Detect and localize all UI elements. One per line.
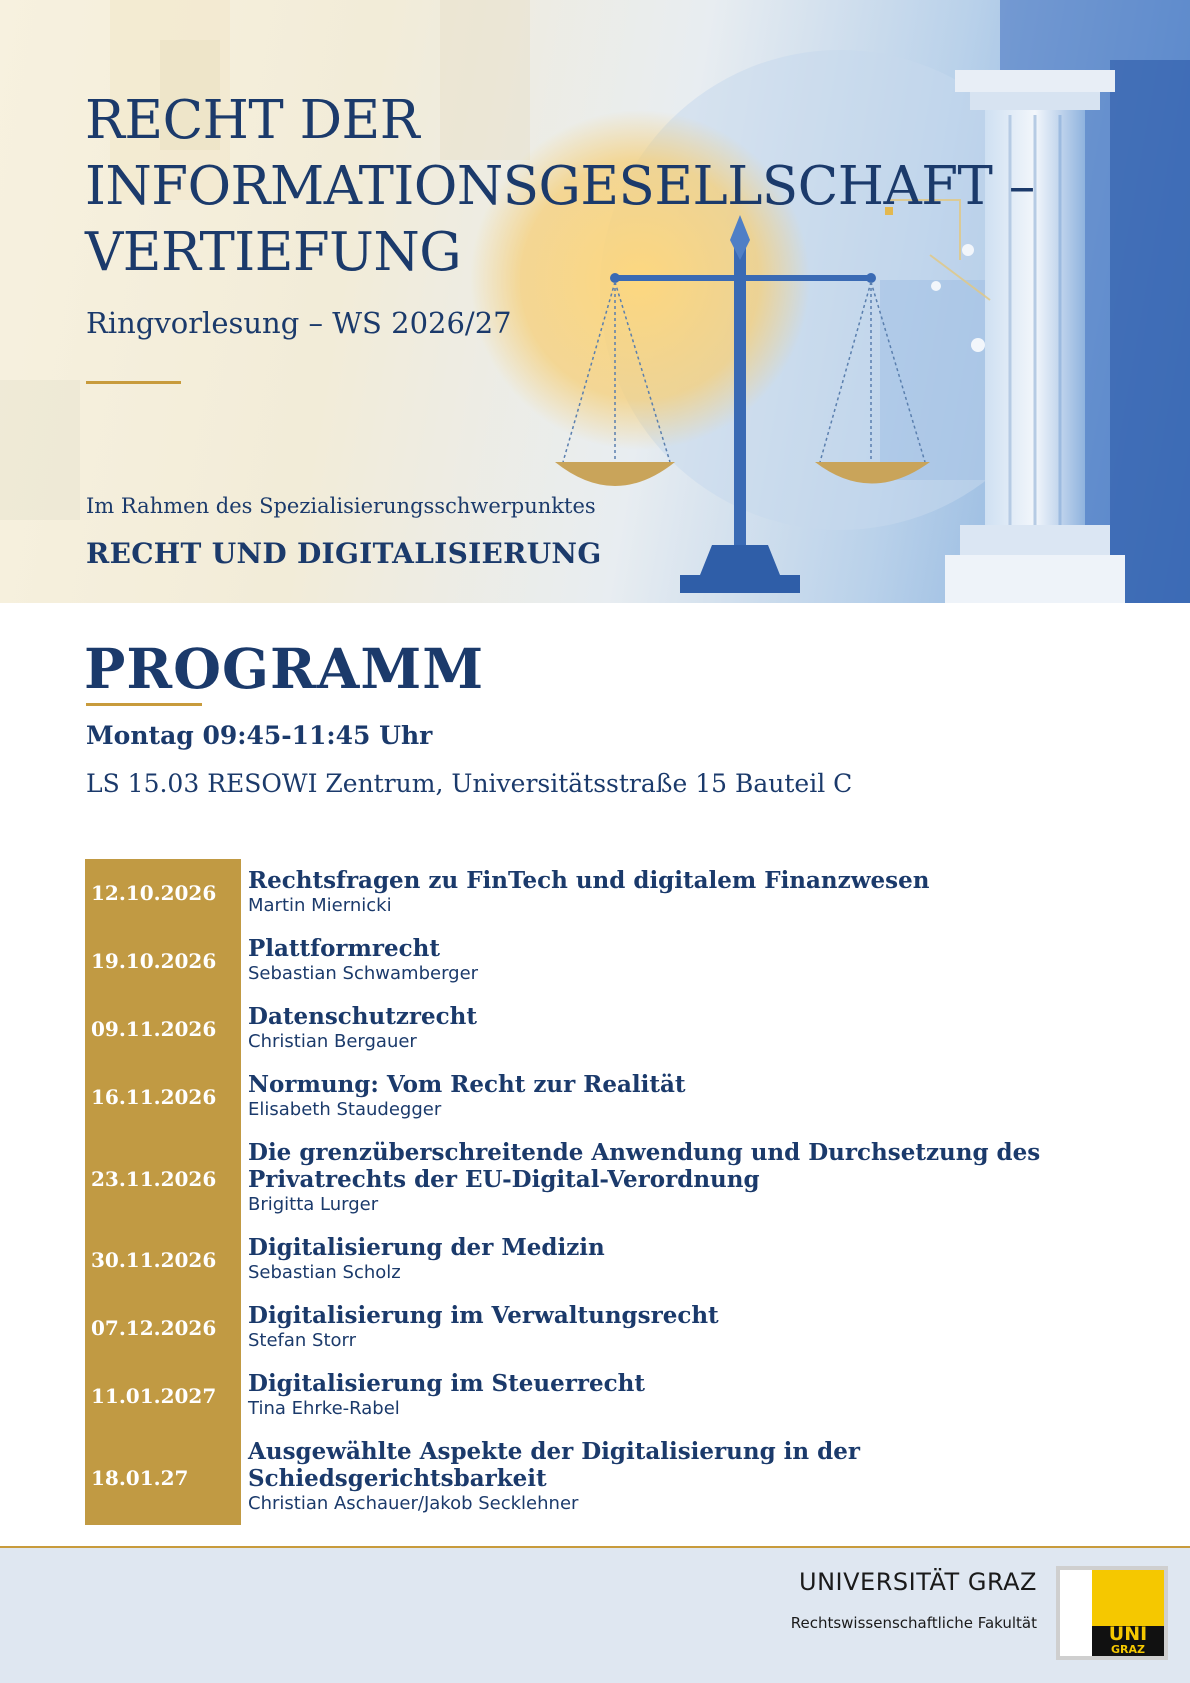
session-row (85, 1131, 1085, 1226)
program-heading: PROGRAMM (84, 636, 485, 701)
session-info (241, 1131, 1040, 1226)
session-speaker: Stefan Storr (248, 1330, 357, 1351)
schedule-table (85, 859, 1085, 1525)
course-title-line: RECHT DER (85, 90, 420, 151)
session-title: Digitalisierung im Verwaltungsrecht (248, 1302, 719, 1329)
session-speaker: Martin Miernicki (248, 895, 392, 916)
session-title: Datenschutzrecht (248, 1003, 478, 1030)
session-row (85, 859, 1085, 927)
focus-heading: RECHT UND DIGITALISIERUNG (86, 537, 602, 570)
session-row (85, 1226, 1085, 1294)
session-speaker: Sebastian Schwamberger (248, 963, 479, 984)
course-subtitle: Ringvorlesung – WS 2026/27 (86, 306, 512, 340)
session-row (85, 1294, 1085, 1362)
uni-graz-logo (1056, 1566, 1168, 1660)
session-row (85, 1063, 1085, 1131)
footer (0, 1546, 1190, 1683)
program-time: Montag 09:45-11:45 Uhr (86, 721, 433, 750)
session-title: Schiedsgerichtsbarkeit (248, 1465, 547, 1492)
course-title (85, 88, 1035, 286)
session-row (85, 927, 1085, 995)
faculty-name: Rechtswissenschaftliche Fakultät (790, 1614, 1037, 1632)
program-location: LS 15.03 RESOWI Zentrum, Universitätsstraße 15 Bauteil C (86, 769, 853, 798)
session-info (241, 1063, 686, 1131)
hero-banner (0, 0, 1190, 603)
logo-text: UNI (1108, 1623, 1148, 1645)
session-title: Privatrechts der EU-Digital-Verordnung (248, 1166, 760, 1193)
session-title: Ausgewählte Aspekte der Digitalisierung in der (248, 1438, 860, 1465)
session-date: 30.11.2026 (85, 1226, 241, 1294)
session-title: Rechtsfragen zu FinTech und digitalem Finanzwesen (248, 867, 930, 894)
session-speaker: Brigitta Lurger (248, 1194, 379, 1215)
session-info (241, 995, 477, 1063)
session-title: Die grenzüberschreitende Anwendung und Durchsetzung des (248, 1139, 1041, 1166)
session-date: 09.11.2026 (85, 995, 241, 1063)
session-date: 23.11.2026 (85, 1131, 241, 1226)
university-name: UNIVERSITÄT GRAZ (799, 1568, 1037, 1596)
session-speaker: Tina Ehrke-Rabel (248, 1398, 400, 1419)
session-date: 12.10.2026 (85, 859, 241, 927)
session-title: Digitalisierung der Medizin (248, 1234, 605, 1261)
session-title: Normung: Vom Recht zur Realität (248, 1071, 686, 1098)
course-title-line: INFORMATIONSGESELLSCHAFT – (85, 156, 1035, 217)
session-date: 19.10.2026 (85, 927, 241, 995)
session-date: 07.12.2026 (85, 1294, 241, 1362)
session-info (241, 1294, 719, 1362)
session-info (241, 859, 929, 927)
logo-text: GRAZ (1111, 1643, 1145, 1656)
session-speaker: Sebastian Scholz (248, 1262, 401, 1283)
session-speaker: Christian Bergauer (248, 1031, 417, 1052)
context-text: Im Rahmen des Spezialisierungsschwerpunktes (86, 494, 596, 518)
session-date: 11.01.2027 (85, 1362, 241, 1430)
session-title: Digitalisierung im Steuerrecht (248, 1370, 645, 1397)
session-row (85, 1362, 1085, 1430)
session-info (241, 1430, 860, 1525)
session-speaker: Elisabeth Staudegger (248, 1099, 442, 1120)
session-info (241, 1362, 645, 1430)
session-date: 18.01.27 (85, 1430, 241, 1525)
session-row (85, 995, 1085, 1063)
session-row (85, 1430, 1085, 1525)
session-title: Plattformrecht (248, 935, 440, 962)
session-info (241, 1226, 605, 1294)
course-title-line: VERTIEFUNG (85, 222, 462, 283)
divider (86, 381, 181, 384)
session-speaker: Christian Aschauer/Jakob Secklehner (248, 1493, 579, 1514)
session-info (241, 927, 478, 995)
program-underline (86, 703, 202, 706)
session-date: 16.11.2026 (85, 1063, 241, 1131)
